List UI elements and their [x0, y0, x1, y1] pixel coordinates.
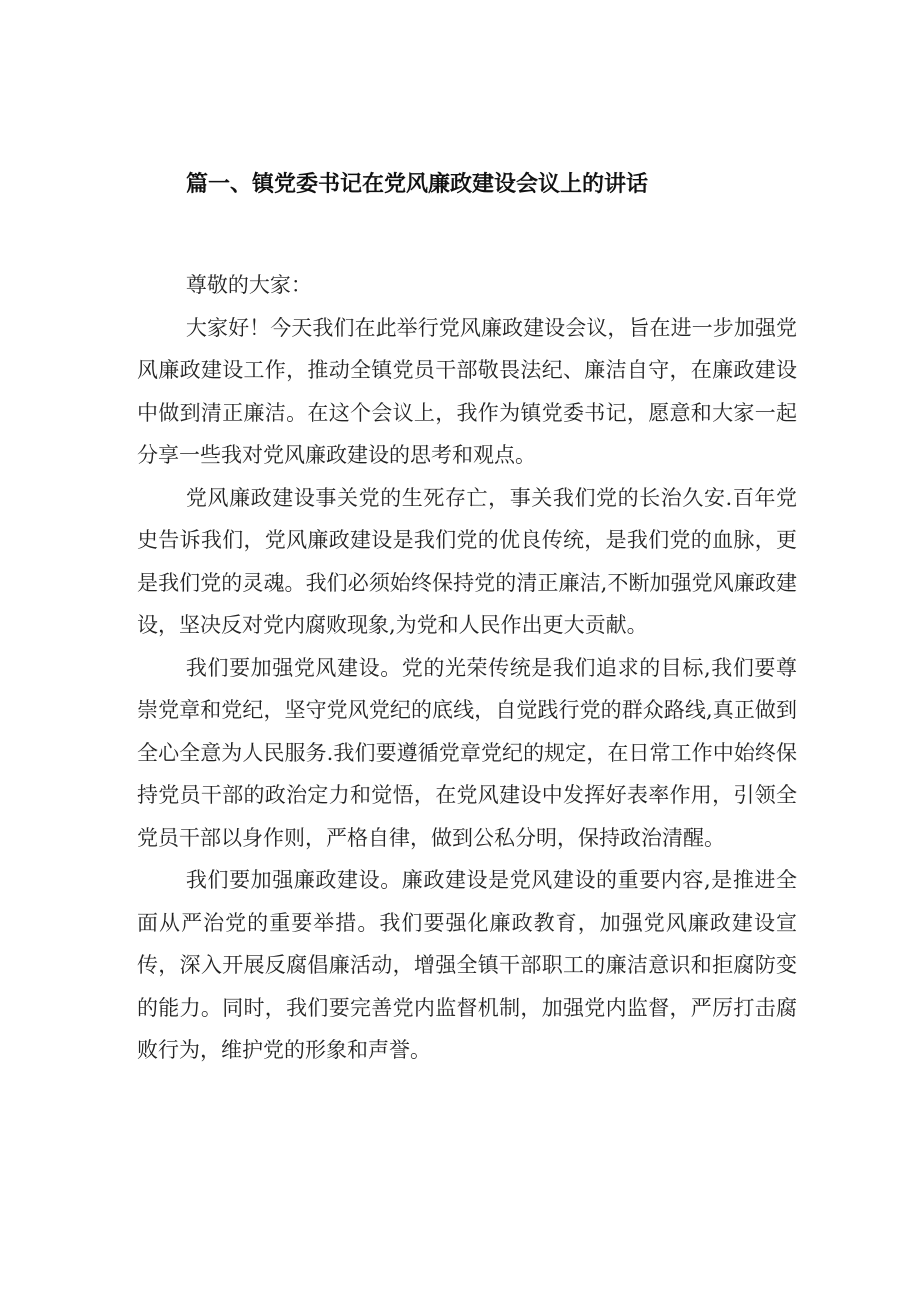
- paragraph-1: 大家好！今天我们在此举行党风廉政建设会议，旨在进一步加强党风廉政建设工作，推动全镇党员干部敬畏法纪、廉洁自守，在廉政建设中做到清正廉洁。在这个会议上，我作为镇党委书记，愿意和大家一起分享一些我对党风廉政建设的思考和观点。: [137, 315, 797, 467]
- paragraph-2: 党风廉政建设事关党的生死存亡，事关我们党的长治久安.百年党史告诉我们，党风廉政建设是我们党的优良传统，是我们党的血脉，更是我们党的灵魂。我们必须始终保持党的清正廉洁,不断加强党风廉政建设，坚决反对党内腐败现象,为党和人民作出更大贡献。: [137, 485, 797, 637]
- paragraph-4: 我们要加强廉政建设。廉政建设是党风建设的重要内容,是推进全面从严治党的重要举措。我们要强化廉政教育，加强党风廉政建设宣传，深入开展反腐倡廉活动，增强全镇干部职工的廉洁意识和拒腐防变的能力。同时，我们要完善党内监督机制，加强党内监督，严厉打击腐败行为，维护党的形象和声誉。: [137, 868, 797, 1062]
- paragraph-3: 我们要加强党风建设。党的光荣传统是我们追求的目标,我们要尊崇党章和党纪，坚守党风党纪的底线，自觉践行党的群众路线,真正做到全心全意为人民服务.我们要遵循党章党纪的规定，在日常工作中始终保持党员干部的政治定力和觉悟，在党风建设中发挥好表率作用，引领全党员干部以身作则，严格自律，做到公私分明，保持政治清醒。: [137, 655, 797, 850]
- document-body: [137, 264, 797, 1072]
- salutation: 尊敬的大家：: [185, 273, 312, 297]
- document-title: 篇一、镇党委书记在党风廉政建设会议上的讲话: [186, 172, 649, 197]
